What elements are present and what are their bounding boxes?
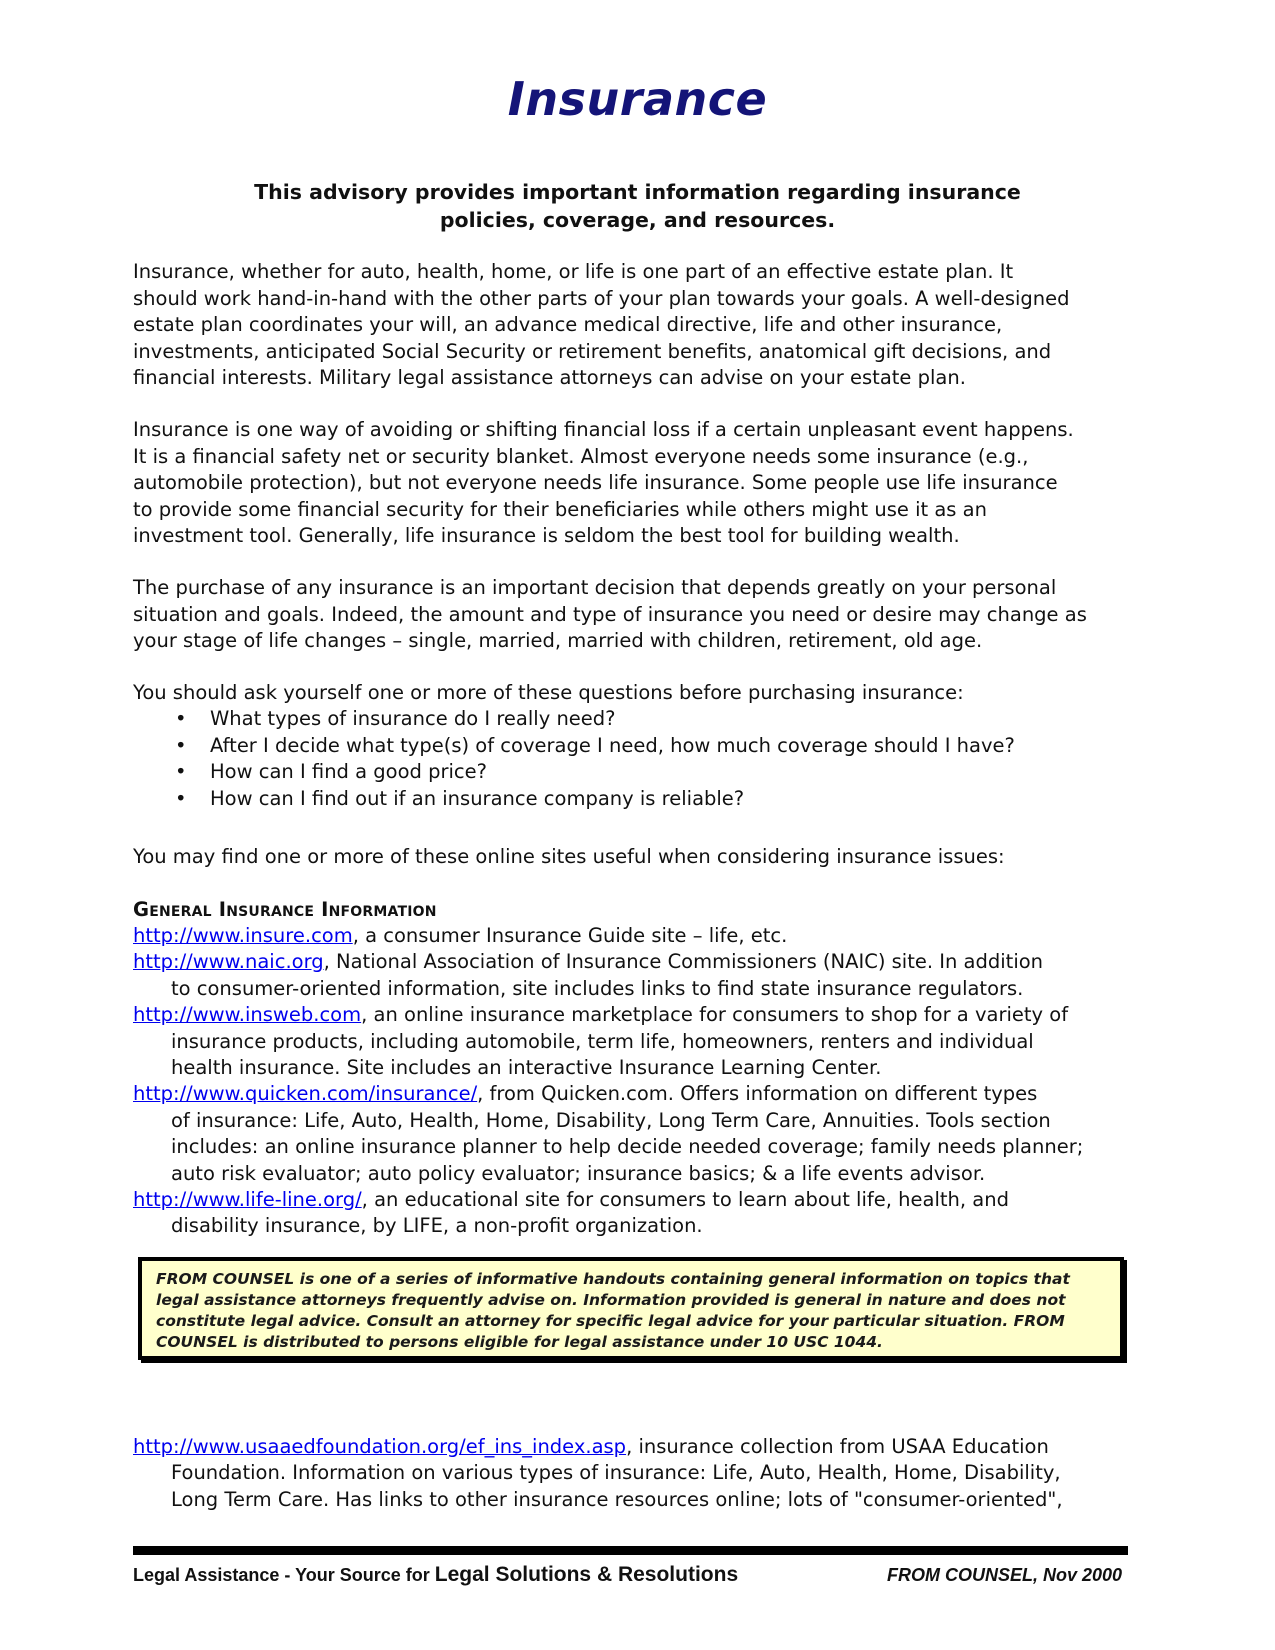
link-description: to consumer-oriented information, site includes links to find state insurance regulators.: [171, 976, 1024, 1000]
section-heading: General Insurance Information: [133, 898, 437, 921]
link-life-line[interactable]: http://www.life-line.org/: [133, 1188, 362, 1212]
link-description: auto risk evaluator; auto policy evaluator; insurance basics; & a life events advisor.: [171, 1161, 986, 1185]
question-text: How can I find out if an insurance company is reliable?: [210, 786, 745, 810]
link-usaa[interactable]: http://www.usaaedfoundation.org/ef_ins_index.asp: [133, 1435, 627, 1458]
paragraph-line: It is a financial safety net or security blanket. Almost everyone needs some insurance (e.g.,: [133, 444, 1029, 468]
link-description: , National Association of Insurance Commissioners (NAIC) site. In addition: [323, 950, 1044, 974]
link-insure[interactable]: http://www.insure.com: [133, 924, 353, 947]
bullet-icon: •: [175, 733, 187, 757]
disclaimer-line: constitute legal advice. Consult an attorney for specific legal advice for your particular situation. FROM: [156, 1312, 1065, 1330]
questions-list: [133, 706, 1133, 812]
footer-tagline-big: Legal Solutions & Resolutions: [434, 1563, 739, 1586]
link-description: of insurance: Life, Auto, Health, Home, Disability, Long Term Care, Annuities. Tools section: [171, 1108, 1051, 1132]
disclaimer-line: COUNSEL is distributed to persons eligible for legal assistance under 10 USC 1044.: [156, 1333, 883, 1351]
sites-intro: You may find one or more of these online sites useful when considering insurance issues:: [133, 845, 1005, 868]
link-description: Foundation. Information on various types of insurance: Life, Auto, Health, Home, Disability,: [171, 1461, 1061, 1485]
footer-tagline-small: Legal Assistance - Your Source for: [133, 1565, 435, 1585]
link-description: , from Quicken.com. Offers information on different types: [477, 1082, 1038, 1106]
link-entry-insure: [133, 923, 1143, 949]
disclaimer-line: legal assistance attorneys frequently advise on. Information provided is general in nature and does not: [156, 1291, 1066, 1309]
paragraph-line: financial interests. Military legal assistance attorneys can advise on your estate plan.: [133, 366, 966, 389]
questions-intro: You should ask yourself one or more of these questions before purchasing insurance:: [133, 681, 964, 704]
question-text: What types of insurance do I really need?: [210, 707, 616, 730]
link-naic[interactable]: http://www.naic.org: [133, 950, 324, 974]
paragraph-line: investment tool. Generally, life insurance is seldom the best tool for building wealth.: [133, 524, 960, 547]
paragraph-financial-loss: [133, 417, 1143, 550]
subtitle-line: policies, coverage, and resources.: [439, 208, 836, 232]
link-entry-naic: [133, 949, 1143, 1002]
list-item: [133, 733, 1133, 760]
link-description: health insurance. Site includes an interactive Insurance Learning Center.: [171, 1056, 882, 1080]
paragraph-line: your stage of life changes – single, married, married with children, retirement, old age.: [133, 629, 983, 652]
link-description: Long Term Care. Has links to other insurance resources online; lots of "consumer-oriented",: [171, 1487, 1063, 1511]
subtitle: [180, 178, 1095, 234]
link-entry-life-line: [133, 1187, 1143, 1240]
paragraph-line: situation and goals. Indeed, the amount and type of insurance you need or desire may change as: [133, 602, 1087, 626]
page-title: Insurance: [507, 72, 768, 126]
subtitle-line: This advisory provides important information regarding insurance: [254, 180, 1021, 204]
resource-links: [133, 923, 1143, 1240]
footer-tagline: [133, 1563, 738, 1587]
link-description: insurance products, including automobile, term life, homeowners, renters and individual: [171, 1029, 1034, 1053]
paragraph-line: Insurance is one way of avoiding or shifting financial loss if a certain unpleasant event happens.: [133, 418, 1074, 441]
disclaimer-box: [138, 1257, 1124, 1360]
paragraph-line: to provide some financial security for their beneficiaries while others might use it as an: [133, 497, 987, 521]
list-item: [133, 706, 1133, 733]
list-item: [133, 759, 1133, 786]
question-text: After I decide what type(s) of coverage I need, how much coverage should I have?: [210, 733, 1015, 757]
link-description: disability insurance, by LIFE, a non-profit organization.: [171, 1214, 703, 1238]
bullet-icon: •: [175, 786, 187, 810]
paragraph-estate-plan: [133, 259, 1143, 392]
paragraph-line: estate plan coordinates your will, an advance medical directive, life and other insurance,: [133, 313, 1003, 336]
link-insweb[interactable]: http://www.insweb.com: [133, 1003, 362, 1027]
bullet-icon: •: [175, 760, 187, 783]
link-entry-usaa: [133, 1434, 1143, 1513]
link-description: , insurance collection from USAA Education: [626, 1435, 1049, 1458]
link-description: , an educational site for consumers to learn about life, health, and: [361, 1188, 1009, 1212]
link-quicken[interactable]: http://www.quicken.com/insurance/: [133, 1082, 478, 1106]
question-text: How can I find a good price?: [210, 760, 487, 783]
link-description: includes: an online insurance planner to help decide needed coverage; family needs planner;: [171, 1135, 1084, 1159]
list-item: [133, 786, 1133, 813]
link-entry-quicken: [133, 1081, 1143, 1187]
link-entry-insweb: [133, 1002, 1143, 1081]
footer-divider: [133, 1546, 1128, 1555]
paragraph-line: should work hand-in-hand with the other parts of your plan towards your goals. A well-designed: [133, 286, 1070, 310]
paragraph-line: investments, anticipated Social Security or retirement benefits, anatomical gift decisions, and: [133, 339, 1052, 363]
disclaimer-line: FROM COUNSEL is one of a series of informative handouts containing general information on topics that: [156, 1270, 1070, 1288]
paragraph-line: automobile protection), but not everyone needs life insurance. Some people use life insurance: [133, 471, 1058, 494]
bullet-icon: •: [175, 707, 187, 730]
link-description: , a consumer Insurance Guide site – life, etc.: [352, 924, 788, 947]
page-footer: [133, 1557, 1128, 1587]
footer-issue: FROM COUNSEL, Nov 2000: [886, 1565, 1122, 1585]
link-description: , an online insurance marketplace for consumers to shop for a variety of: [361, 1003, 1069, 1027]
paragraph-line: The purchase of any insurance is an important decision that depends greatly on your personal: [133, 576, 1057, 599]
paragraph-line: Insurance, whether for auto, health, home, or life is one part of an effective estate plan. It: [133, 260, 1014, 283]
paragraph-purchase-decision: [133, 575, 1143, 655]
